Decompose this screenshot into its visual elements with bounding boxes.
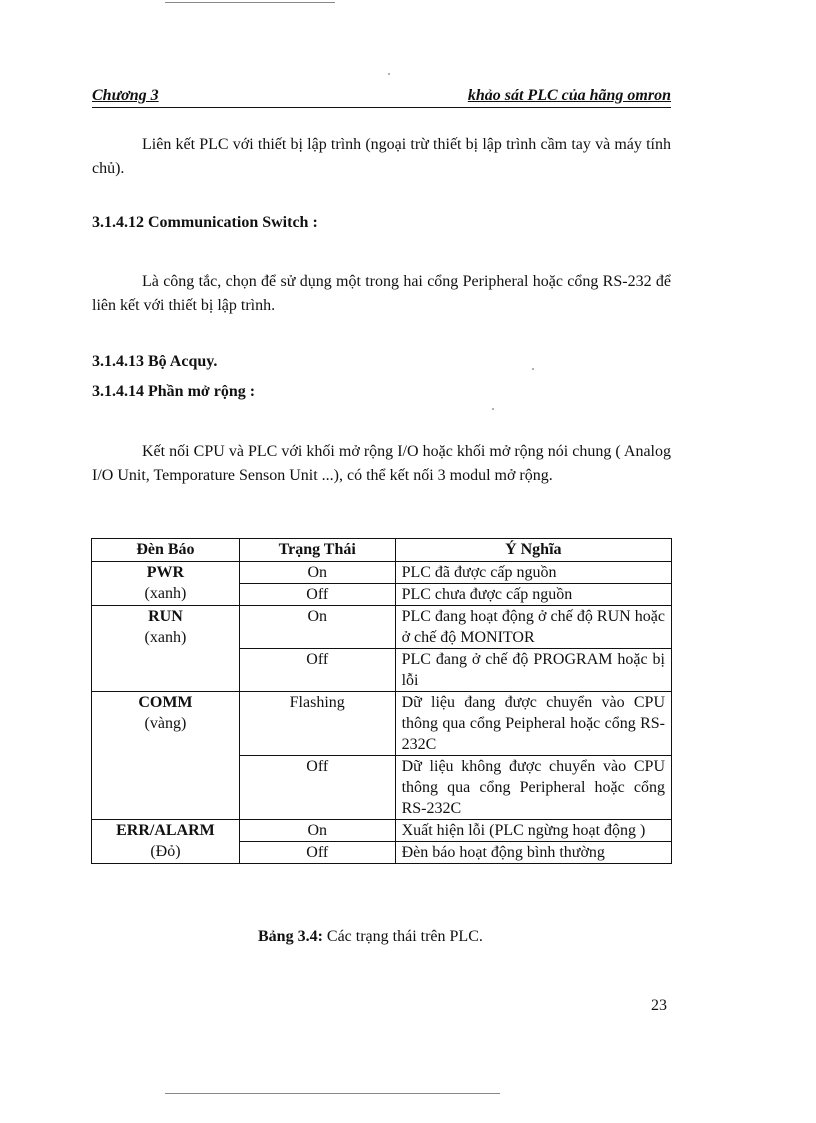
meaning-cell: Đèn báo hoạt động bình thường: [395, 842, 671, 864]
table-caption: [258, 928, 483, 946]
state-cell: Flashing: [239, 692, 395, 756]
column-header-state: Trạng Thái: [239, 539, 395, 562]
scan-artifact-top: [165, 2, 335, 3]
communication-switch-paragraph: Là công tắc, chọn để sử dụng một trong hai cổng Peripheral hoặc cổng RS-232 để liên kết với thiết bị lập trình.: [92, 273, 671, 314]
header-title: khảo sát PLC của hãng omron: [467, 87, 671, 104]
meaning-cell: Dữ liệu đang được chuyển vào CPU thông qua cổng Peipheral hoặc cổng RS-232C: [395, 692, 671, 756]
table-row: [92, 606, 672, 649]
led-name: COMM: [138, 694, 193, 711]
scan-speck: [532, 368, 534, 370]
expansion-paragraph: Kết nối CPU và PLC với khối mở rộng I/O hoặc khối mở rộng nói chung ( Analog I/O Unit, Temporature Senson Unit ...), có thể kết nối 3 modul mở rộng.: [92, 443, 671, 484]
led-name: PWR: [146, 564, 185, 581]
state-cell: On: [239, 820, 395, 842]
state-cell: Off: [239, 649, 395, 692]
led-color: (Đỏ): [150, 843, 181, 860]
led-status-table: [91, 538, 672, 864]
scan-artifact-bottom: [165, 1093, 500, 1094]
column-header-led: Đèn Báo: [92, 539, 240, 562]
table-row: [92, 820, 672, 842]
section-heading-expansion: 3.1.4.14 Phần mở rộng :: [92, 383, 256, 400]
scan-speck: [492, 408, 494, 410]
page-number: 23: [651, 997, 667, 1014]
meaning-cell: PLC đang ở chế độ PROGRAM hoặc bị lỗi: [395, 649, 671, 692]
led-color: (vàng): [144, 715, 187, 732]
state-cell: Off: [239, 756, 395, 820]
led-color: (xanh): [144, 585, 187, 602]
table-row: [92, 692, 672, 756]
led-cell-pwr: [92, 562, 240, 606]
led-cell-run: [92, 606, 240, 692]
meaning-cell: PLC chưa được cấp nguồn: [395, 584, 671, 606]
header-chapter: Chương 3: [92, 87, 159, 104]
led-color: (xanh): [144, 629, 187, 646]
scan-speck: [388, 73, 390, 75]
meaning-cell: PLC đã được cấp nguồn: [395, 562, 671, 584]
meaning-cell: PLC đang hoạt động ở chế độ RUN hoặc ở chế độ MONITOR: [395, 606, 671, 649]
section-heading-battery: 3.1.4.13 Bộ Acquy.: [92, 353, 218, 370]
column-header-meaning: Ý Nghĩa: [395, 539, 671, 562]
led-cell-comm: [92, 692, 240, 820]
meaning-cell: Xuất hiện lỗi (PLC ngừng hoạt động ): [395, 820, 671, 842]
state-cell: On: [239, 562, 395, 584]
intro-paragraph: Liên kết PLC với thiết bị lập trình (ngoại trừ thiết bị lập trình cầm tay và máy tính chủ).: [92, 136, 671, 177]
state-cell: Off: [239, 584, 395, 606]
led-name: ERR/ALARM: [116, 822, 215, 839]
state-cell: Off: [239, 842, 395, 864]
meaning-cell: Dữ liệu không được chuyển vào CPU thông qua cổng Peripheral hoặc cổng RS-232C: [395, 756, 671, 820]
caption-label: Bảng 3.4:: [258, 928, 323, 945]
table-row: [92, 562, 672, 584]
page-header: [92, 87, 671, 108]
table-header-row: [92, 539, 672, 562]
section-heading-communication-switch: 3.1.4.12 Communication Switch :: [92, 214, 318, 231]
state-cell: On: [239, 606, 395, 649]
caption-text: Các trạng thái trên PLC.: [326, 928, 483, 945]
led-cell-err-alarm: [92, 820, 240, 864]
led-name: RUN: [148, 608, 183, 625]
